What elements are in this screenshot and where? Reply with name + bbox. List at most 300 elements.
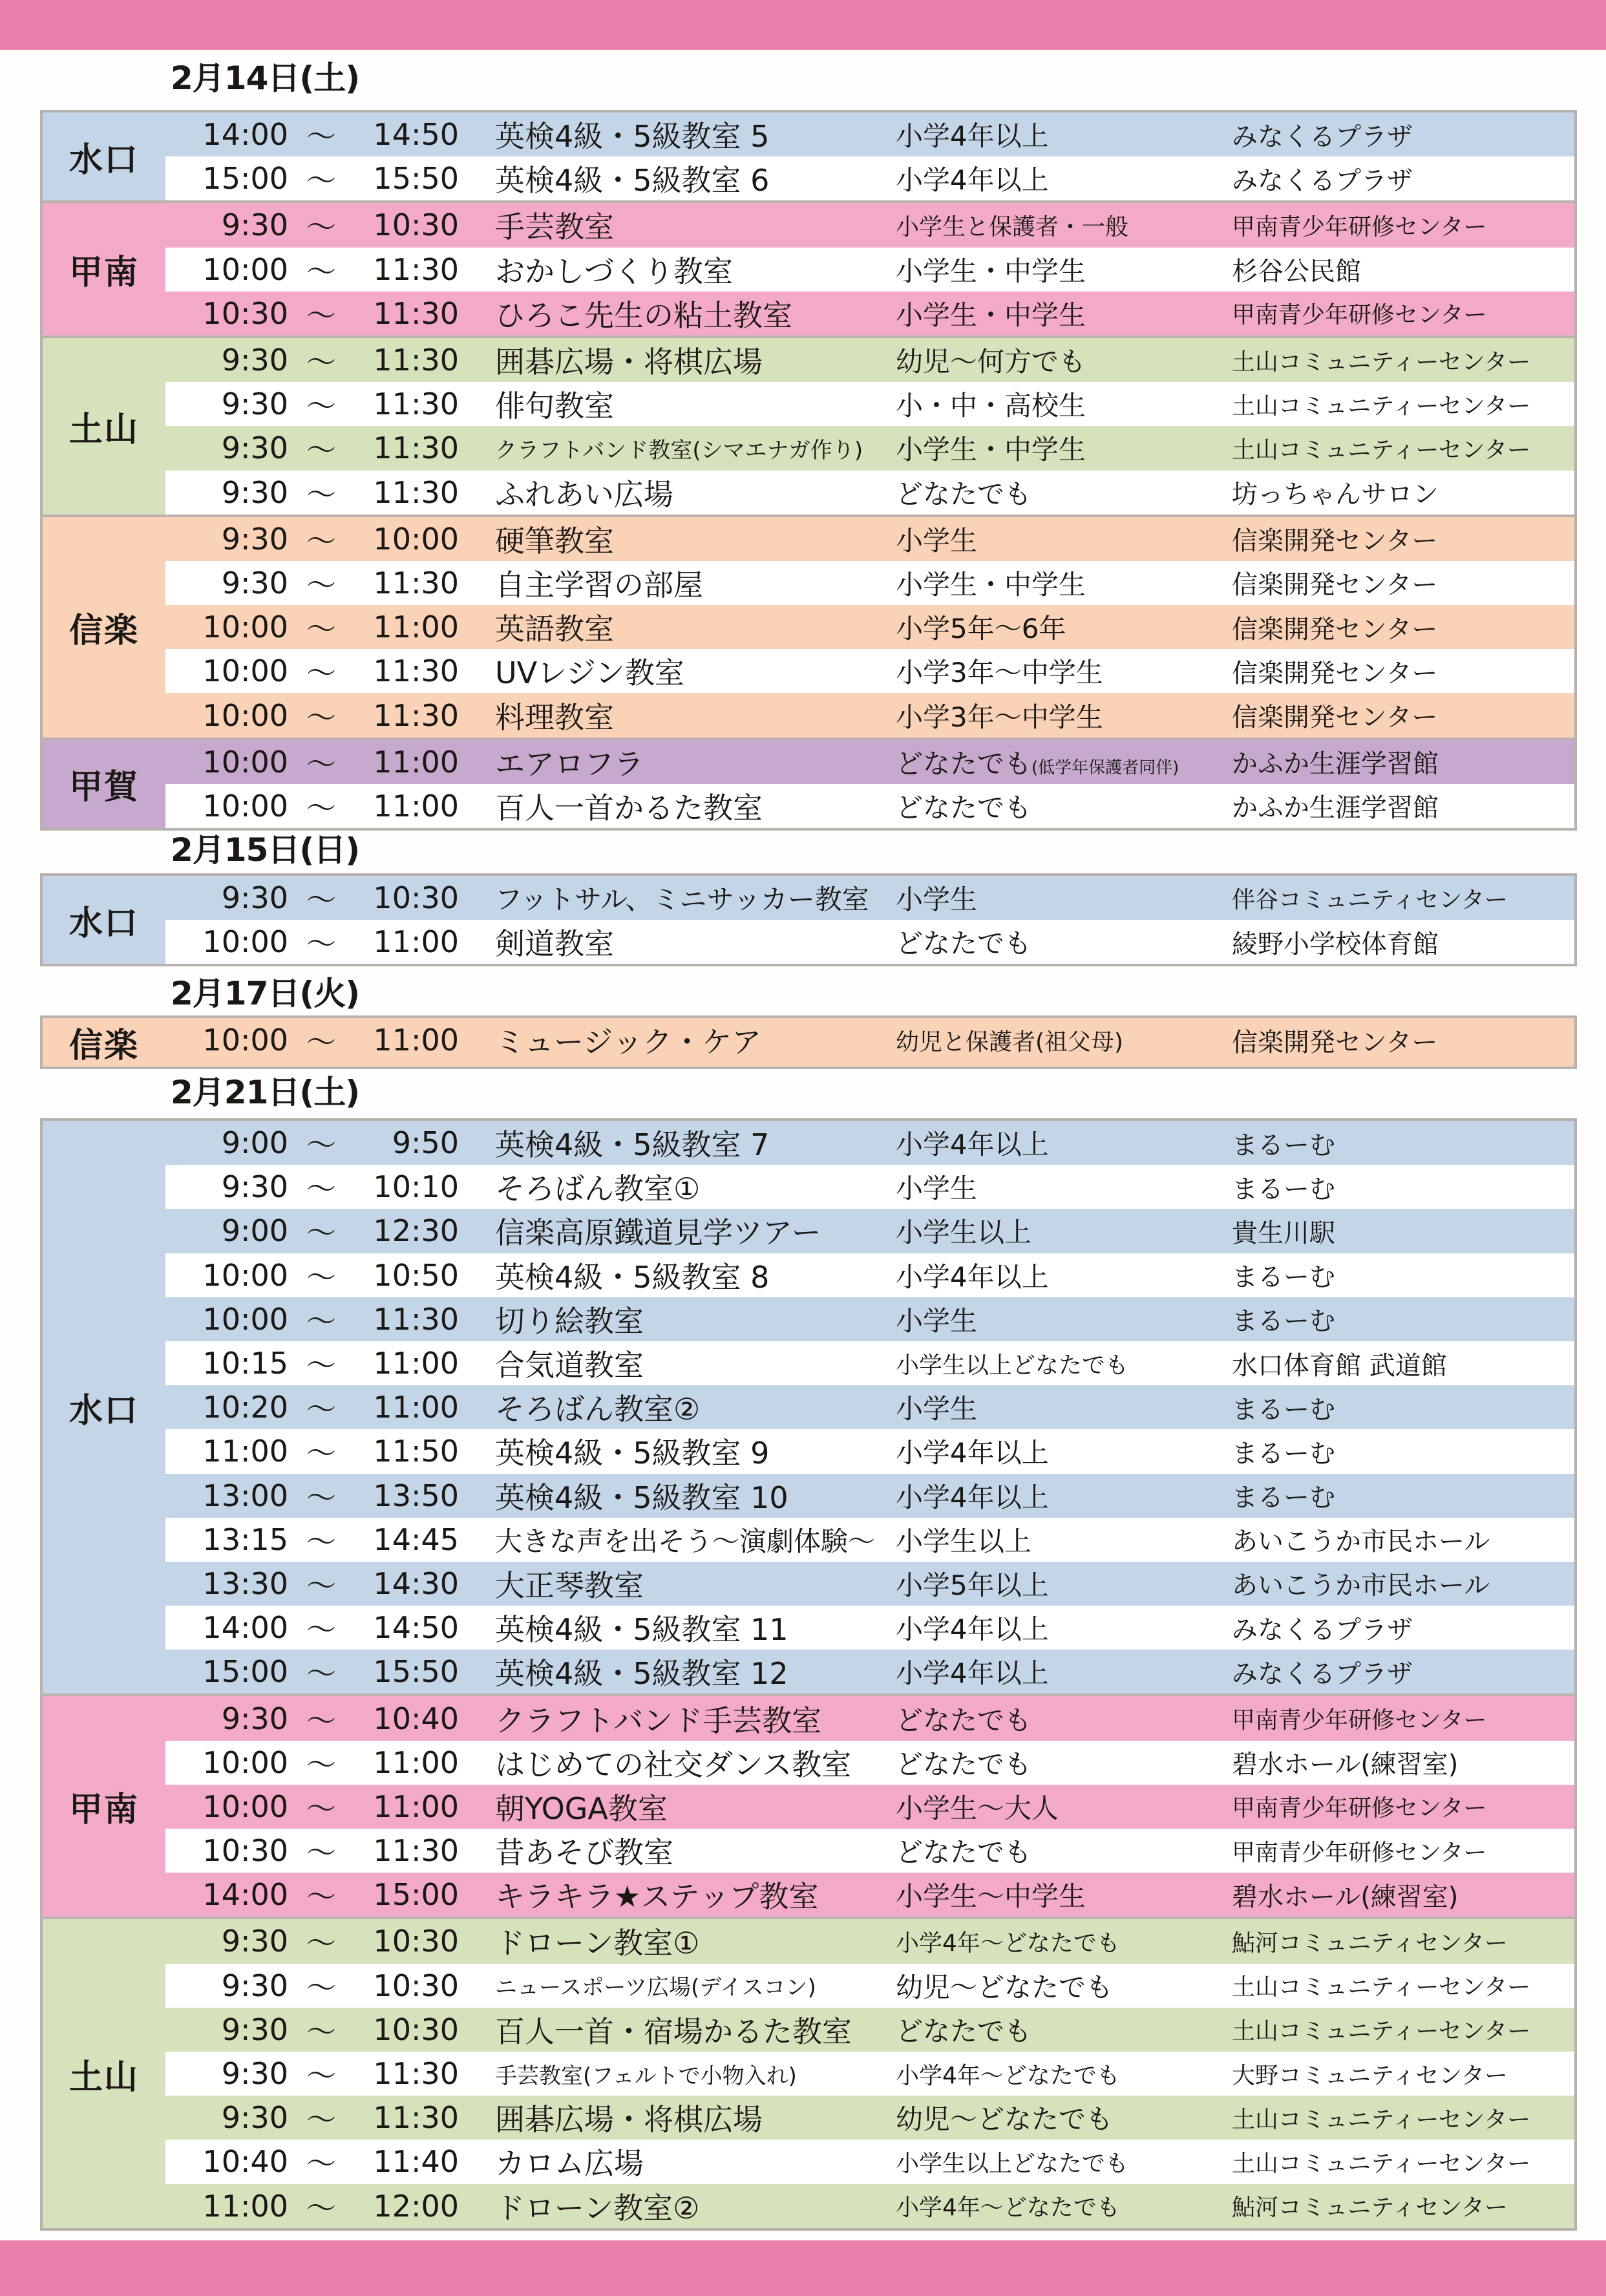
venue: まるーむ [1232, 1306, 1335, 1337]
time-separator: ～ [306, 1392, 336, 1427]
table-row [165, 1121, 1574, 1165]
time-separator: ～ [306, 209, 336, 245]
table-row [165, 2096, 1574, 2140]
start-time: 9:30 [221, 387, 288, 422]
class-name: 英語教室 [495, 611, 614, 647]
region-label: 水口 [69, 1391, 139, 1430]
start-time: 9:30 [221, 2100, 288, 2136]
target-text: 小学4年以上 [896, 1481, 1049, 1513]
class-name: 合気道教室 [495, 1348, 644, 1383]
class-name: 英検4級・5級教室 5 [495, 119, 770, 154]
class-name: 剣道教室 [495, 926, 614, 962]
target-text: 小学生 [896, 1393, 978, 1425]
start-time: 9:30 [221, 2012, 288, 2047]
venue: 杉谷公民館 [1232, 257, 1361, 287]
region-label: 甲賀 [69, 768, 139, 807]
region-label: 水口 [69, 140, 139, 180]
time-separator: ～ [306, 523, 336, 558]
target-audience [896, 1608, 1049, 1647]
venue: 甲南青少年研修センター [1232, 302, 1487, 329]
target-text: 小学生以上どなたでも [896, 1352, 1129, 1379]
venue: まるーむ [1232, 1130, 1335, 1160]
venue: 信楽開発センター [1232, 658, 1438, 688]
target-audience [896, 1743, 1031, 1782]
target-audience [896, 1520, 1031, 1559]
region-group [43, 1919, 1574, 2227]
target-text: どなたでも [896, 1704, 1032, 1736]
target-audience [896, 1787, 1059, 1826]
target-audience [896, 209, 1128, 242]
end-time: 11:00 [373, 924, 459, 960]
end-time: 11:00 [373, 610, 459, 645]
start-time: 9:30 [221, 521, 288, 557]
table-row [165, 1518, 1574, 1562]
time-separator: ～ [306, 2058, 336, 2094]
target-text: どなたでも [896, 747, 1032, 780]
venue: 土山コミュニティーセンター [1232, 2018, 1531, 2045]
table-row [165, 693, 1574, 737]
venue: 甲南青少年研修センター [1232, 1839, 1487, 1866]
end-time: 10:40 [373, 1701, 459, 1736]
start-time: 9:30 [221, 474, 288, 510]
start-time: 15:00 [202, 161, 288, 197]
venue: 貴生川駅 [1232, 1218, 1335, 1248]
start-time: 9:30 [221, 2056, 288, 2092]
target-audience [896, 115, 1049, 154]
start-time: 11:00 [202, 2188, 288, 2224]
end-time: 10:30 [373, 207, 459, 243]
venue: まるーむ [1232, 1262, 1335, 1293]
table-row [165, 471, 1574, 515]
table-row [165, 561, 1574, 605]
time-separator: ～ [306, 163, 336, 198]
time-separator: ～ [306, 432, 336, 468]
target-text: どなたでも [896, 2015, 1032, 2047]
time-separator: ～ [306, 476, 336, 512]
start-time: 9:00 [221, 1213, 288, 1249]
time-separator: ～ [306, 1568, 336, 1603]
start-time: 10:15 [202, 1346, 288, 1381]
start-time: 10:00 [202, 924, 288, 960]
target-text: 小学生以上どなたでも [896, 2150, 1129, 2177]
class-name: ひろこ先生の粘土教室 [495, 297, 792, 333]
start-time: 14:00 [202, 1610, 288, 1646]
table-row [165, 1696, 1574, 1740]
end-time: 11:00 [373, 1390, 459, 1425]
venue: 信楽開発センター [1232, 703, 1438, 733]
class-name: そろばん教室② [495, 1392, 701, 1427]
target-text: 小学5年以上 [896, 1569, 1049, 1601]
event-rows [165, 1696, 1574, 1917]
region-label: 甲南 [69, 1791, 139, 1830]
venue: 信楽開発センター [1232, 614, 1438, 644]
time-separator: ～ [306, 567, 336, 602]
class-name: クラフトバンド教室(シマエナガ作り) [495, 437, 863, 463]
class-name: 硬筆教室 [495, 523, 614, 558]
class-name: 手芸教室(フェルトで小物入れ) [495, 2063, 797, 2089]
end-time: 14:50 [373, 117, 459, 153]
target-audience [896, 1564, 1049, 1603]
end-time: 11:30 [373, 295, 459, 331]
region-group [43, 517, 1574, 738]
time-separator: ～ [306, 611, 336, 647]
class-name: 百人一首かるた教室 [495, 790, 763, 825]
class-name: そろばん教室① [495, 1171, 701, 1207]
end-time: 11:50 [373, 1434, 459, 1469]
table-row [165, 2184, 1574, 2228]
table-row [165, 248, 1574, 292]
table-row [165, 1562, 1574, 1606]
region-group [43, 112, 1574, 200]
time-separator: ～ [306, 1025, 336, 1060]
target-audience [896, 294, 1086, 333]
region-group [43, 338, 1574, 515]
event-rows [165, 338, 1574, 515]
start-time: 9:30 [221, 1169, 288, 1205]
end-time: 10:50 [373, 1257, 459, 1293]
class-name: はじめての社交ダンス教室 [495, 1747, 852, 1782]
table-row [165, 1209, 1574, 1253]
time-separator: ～ [306, 746, 336, 781]
table-row [165, 1253, 1574, 1297]
target-audience [896, 608, 1066, 646]
target-text: 小学生 [896, 524, 978, 557]
venue: 坊っちゃんサロン [1232, 480, 1439, 510]
region-label: 信楽 [69, 611, 139, 650]
venue: 信楽開発センター [1232, 526, 1438, 557]
time-separator: ～ [306, 1436, 336, 1471]
date-heading-feb14: 2月14日(土) [171, 59, 360, 97]
target-audience [896, 1966, 1113, 2005]
target-text: 小学4年以上 [896, 1657, 1049, 1690]
region-group [43, 203, 1574, 335]
region-group [43, 876, 1574, 964]
venue: みなくるプラザ [1232, 1615, 1413, 1645]
end-time: 11:30 [373, 1301, 459, 1337]
start-time: 10:00 [202, 1257, 288, 1293]
class-name: ニュースポーツ広場(デイスコン) [495, 1975, 816, 2001]
target-text: 小学4年以上 [896, 164, 1049, 197]
table-row [165, 1165, 1574, 1209]
time-separator: ～ [306, 790, 336, 825]
start-time: 10:00 [202, 654, 288, 689]
table-row [165, 920, 1574, 964]
venue: まるーむ [1232, 1483, 1335, 1513]
table-row [165, 784, 1574, 828]
target-audience [896, 1432, 1049, 1471]
end-time: 10:30 [373, 1924, 459, 1959]
time-separator: ～ [306, 1480, 336, 1515]
venue: あいこうか市民ホール [1232, 1571, 1490, 1601]
end-time: 11:30 [373, 565, 459, 601]
target-text: どなたでも [896, 928, 1032, 960]
target-text: 小学4年～どなたでも [896, 2195, 1120, 2222]
time-separator: ～ [306, 1171, 336, 1207]
table-row [165, 292, 1574, 335]
venue: みなくるプラザ [1232, 165, 1413, 196]
table-row [165, 1297, 1574, 1341]
start-time: 10:00 [202, 1745, 288, 1780]
class-name: 英検4級・5級教室 9 [495, 1436, 770, 1471]
end-time: 10:00 [373, 521, 459, 557]
time-separator: ～ [306, 345, 336, 380]
target-audience [896, 696, 1103, 735]
venue: 甲南青少年研修センター [1232, 1707, 1487, 1734]
venue: 大野コミュニティセンター [1232, 2062, 1508, 2089]
time-separator: ～ [306, 1259, 336, 1295]
venue: 甲南青少年研修センター [1232, 213, 1487, 240]
top-decorative-band [0, 0, 1606, 50]
end-time: 15:50 [373, 161, 459, 197]
target-audience [896, 341, 1086, 379]
target-audience [896, 787, 1031, 825]
table-row [165, 382, 1574, 426]
target-text: 幼児～何方でも [896, 346, 1086, 378]
region-label: 甲南 [69, 253, 139, 293]
time-separator: ～ [306, 882, 336, 918]
start-time: 13:30 [202, 1566, 288, 1601]
table-row [165, 338, 1574, 382]
target-audience [896, 473, 1031, 512]
schedule-table-feb15 [40, 873, 1577, 966]
target-text: 小・中・高校生 [896, 390, 1086, 422]
date-heading-feb17: 2月17日(火) [171, 975, 360, 1012]
venue: 鮎河コミュニティセンター [1232, 2195, 1508, 2222]
time-separator: ～ [306, 119, 336, 154]
time-separator: ～ [306, 1524, 336, 1559]
class-name: ふれあい広場 [495, 476, 673, 512]
start-time: 9:00 [221, 1125, 288, 1161]
target-audience [896, 1123, 1049, 1162]
event-rows [165, 1919, 1574, 2227]
class-name: 手芸教室 [495, 209, 614, 245]
target-audience [896, 1875, 1086, 1914]
target-text: どなたでも [896, 1748, 1032, 1780]
event-rows [165, 517, 1574, 738]
end-time: 14:30 [373, 1566, 459, 1601]
schedule-table-feb17 [40, 1015, 1577, 1069]
target-text: 小学4年以上 [896, 1260, 1049, 1293]
venue: 土山コミュニティーセンター [1232, 392, 1531, 420]
end-time: 10:30 [373, 880, 459, 916]
event-rows [165, 1018, 1574, 1067]
venue: 鮎河コミュニティセンター [1232, 1929, 1508, 1957]
time-separator: ～ [306, 388, 336, 424]
start-time: 10:30 [202, 295, 288, 331]
target-audience [896, 1831, 1031, 1870]
time-separator: ～ [306, 1835, 336, 1871]
end-time: 11:40 [373, 2144, 459, 2180]
date-heading-feb21: 2月21日(土) [171, 1074, 360, 1111]
venue: 碧水ホール(練習室) [1232, 1750, 1459, 1780]
target-text: 小学生～中学生 [896, 1880, 1086, 1913]
start-time: 10:00 [202, 1789, 288, 1824]
table-row [165, 1785, 1574, 1829]
time-separator: ～ [306, 1703, 336, 1738]
class-name: 英検4級・5級教室 7 [495, 1127, 770, 1163]
target-text: 小学生以上 [896, 1525, 1032, 1557]
table-row [165, 1964, 1574, 2008]
end-time: 15:00 [373, 1877, 459, 1913]
target-audience [896, 1211, 1031, 1250]
table-row [165, 605, 1574, 649]
table-row [165, 2140, 1574, 2184]
venue: 土山コミュニティーセンター [1232, 348, 1531, 376]
time-separator: ～ [306, 1348, 336, 1383]
target-text: 小学生以上 [896, 1217, 1032, 1249]
venue: 土山コミュニティーセンター [1232, 2106, 1531, 2133]
end-time: 11:30 [373, 1833, 459, 1869]
schedule-table-feb21 [40, 1118, 1577, 2231]
target-audience [896, 922, 1031, 961]
target-audience [896, 1167, 977, 1206]
target-audience [896, 1925, 1120, 1958]
date-heading-feb15: 2月15日(日) [171, 831, 360, 869]
target-text: 小学4年～どなたでも [896, 2062, 1120, 2089]
target-audience [896, 652, 1103, 690]
start-time: 9:30 [221, 207, 288, 243]
time-separator: ～ [306, 1612, 336, 1648]
class-name: 俳句教室 [495, 388, 614, 424]
table-row [165, 2052, 1574, 2096]
table-row [165, 156, 1574, 200]
class-name: 囲碁広場・将棋広場 [495, 345, 763, 380]
start-time: 10:00 [202, 744, 288, 780]
class-name: 大正琴教室 [495, 1568, 644, 1603]
end-time: 11:00 [373, 1346, 459, 1381]
time-separator: ～ [306, 1127, 336, 1163]
target-text: 小学生 [896, 1304, 978, 1337]
target-audience [896, 1652, 1049, 1691]
time-separator: ～ [306, 1879, 336, 1915]
venue: まるーむ [1232, 1438, 1335, 1469]
region-group [43, 1696, 1574, 1917]
start-time: 13:15 [202, 1522, 288, 1557]
class-name: ミュージック・ケア [495, 1025, 762, 1060]
venue: みなくるプラザ [1232, 1659, 1413, 1689]
table-row [165, 1385, 1574, 1429]
target-text: 小学3年～中学生 [896, 657, 1103, 689]
end-time: 11:00 [373, 788, 459, 824]
time-separator: ～ [306, 1215, 336, 1251]
start-time: 14:00 [202, 117, 288, 153]
end-time: 11:00 [373, 1745, 459, 1780]
class-name: クラフトバンド手芸教室 [495, 1703, 822, 1738]
venue: みなくるプラザ [1232, 122, 1413, 152]
venue: 碧水ホール(練習室) [1232, 1882, 1459, 1912]
event-rows [165, 1121, 1574, 1694]
target-audience [896, 564, 1086, 602]
time-separator: ～ [306, 655, 336, 691]
start-time: 9:30 [221, 430, 288, 466]
target-audience [896, 1476, 1049, 1515]
start-time: 10:00 [202, 697, 288, 733]
class-name: エアロフラ [495, 746, 644, 781]
venue: 伴谷コミュニティセンター [1232, 886, 1508, 913]
end-time: 15:50 [373, 1654, 459, 1690]
time-separator: ～ [306, 1747, 336, 1782]
table-row [165, 1919, 1574, 1963]
table-row [165, 1650, 1574, 1694]
schedule-table-feb14 [40, 110, 1577, 831]
table-row [165, 649, 1574, 693]
start-time: 10:00 [202, 251, 288, 287]
venue: 土山コミュニティーセンター [1232, 1974, 1531, 2001]
target-text: 小学生・中学生 [896, 255, 1086, 287]
target-audience [896, 2189, 1120, 2222]
target-audience [896, 2145, 1128, 2178]
target-audience [896, 520, 977, 558]
class-name: 英検4級・5級教室 11 [495, 1612, 788, 1648]
venue: まるーむ [1232, 1394, 1335, 1425]
region-group [43, 1121, 1574, 1694]
table-row [165, 2008, 1574, 2052]
venue: かふか生涯学習館 [1232, 749, 1439, 780]
start-time: 10:30 [202, 1833, 288, 1869]
end-time: 10:30 [373, 1968, 459, 2003]
start-time: 10:00 [202, 610, 288, 645]
table-row [165, 203, 1574, 247]
end-time: 11:30 [373, 2056, 459, 2092]
target-audience [896, 1256, 1049, 1295]
target-text: 小学4年以上 [896, 120, 1049, 153]
class-name: ドローン教室② [495, 2190, 700, 2226]
time-separator: ～ [306, 1791, 336, 1826]
table-row [165, 112, 1574, 156]
target-text: 小学生～大人 [896, 1792, 1059, 1824]
region-label: 土山 [69, 410, 139, 449]
region-group [43, 1018, 1574, 1067]
table-row [165, 1474, 1574, 1518]
target-audience [896, 1300, 977, 1339]
time-separator: ～ [306, 2014, 336, 2049]
target-audience [896, 385, 1086, 423]
start-time: 9:30 [221, 1701, 288, 1736]
class-name: 朝YOGA教室 [495, 1791, 668, 1826]
region-group [43, 740, 1574, 828]
venue: 信楽開発センター [1232, 570, 1438, 601]
target-text: どなたでも [896, 791, 1032, 824]
target-text: 小学5年～6年 [896, 613, 1066, 645]
start-time: 10:20 [202, 1390, 288, 1425]
class-name: 英検4級・5級教室 10 [495, 1480, 788, 1515]
start-time: 9:30 [221, 1924, 288, 1959]
end-time: 11:00 [373, 744, 459, 780]
end-time: 13:50 [373, 1478, 459, 1513]
end-time: 10:10 [373, 1169, 459, 1205]
target-audience [896, 429, 1086, 467]
time-separator: ～ [306, 1303, 336, 1339]
target-audience [896, 2010, 1031, 2049]
table-row [165, 1741, 1574, 1785]
target-text: 小学生・中学生 [896, 434, 1086, 466]
venue: 信楽開発センター [1232, 1027, 1438, 1058]
venue: 土山コミュニティーセンター [1232, 436, 1531, 463]
target-text: 幼児～どなたでも [896, 2103, 1114, 2136]
end-time: 11:30 [373, 697, 459, 733]
venue: 土山コミュニティーセンター [1232, 2150, 1531, 2177]
start-time: 10:00 [202, 1023, 288, 1058]
end-time: 9:50 [392, 1125, 459, 1161]
target-audience [896, 743, 1179, 781]
end-time: 11:00 [373, 1023, 459, 1058]
target-text: 小学生・中学生 [896, 299, 1086, 331]
class-name: 大きな声を出そう～演劇体験～ [495, 1525, 876, 1557]
end-time: 14:50 [373, 1610, 459, 1646]
target-audience [896, 1388, 977, 1427]
class-name: 料理教室 [495, 699, 614, 735]
end-time: 11:30 [373, 430, 459, 466]
